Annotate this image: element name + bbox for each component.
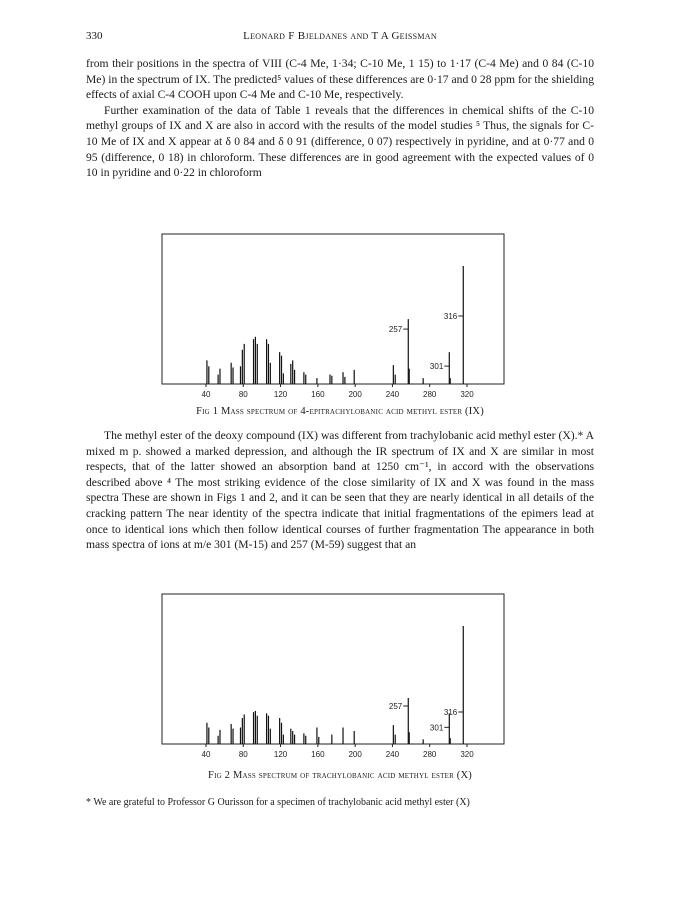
body-text-middle bbox=[86, 428, 594, 553]
x-tick-label: 120 bbox=[273, 750, 288, 759]
x-tick-label: 40 bbox=[201, 750, 211, 759]
x-tick-label: 240 bbox=[385, 750, 400, 759]
x-tick-label: 240 bbox=[385, 390, 400, 399]
x-tick-label: 320 bbox=[460, 390, 474, 399]
x-tick-label: 320 bbox=[460, 750, 474, 759]
plot-frame bbox=[162, 234, 504, 384]
figure-1-caption: Fig 1 Mass spectrum of 4-epitrachylobanic acid methyl ester (IX) bbox=[196, 406, 484, 417]
peak-label: 257 bbox=[388, 325, 403, 335]
running-head: Leonard F Bjeldanes and T A Geissman bbox=[243, 30, 437, 42]
paragraph: from their positions in the spectra of VIII (C-4 Me, 1·34; C-10 Me, 1 15) to 1·17 (C-4 Me) and 0 84 (C-10 Me) in the spectrum of IX. The predicted⁵ values of these differences are 0·17 and 0 28 ppm for the shielding effects of axial C-4 COOH upon C-4 Me and C-10 Me, respectively. bbox=[86, 57, 594, 102]
peak-label: 257 bbox=[388, 701, 403, 711]
figure-1 bbox=[160, 232, 506, 402]
mass-spectrum-chart bbox=[160, 232, 506, 402]
paragraph: Further examination of the data of Table 1 reveals that the differences in chemical shifts of the C-10 methyl groups of IX and X are also in accord with the results of the model studies ⁵ Thus, the signals for C-10 Me of IX and X appear at δ 0 84 and δ 0 91 (difference, 0 07) respectively in pyridine, and at 0·77 and 0 95 (difference, 0 18) in chloroform. These differences are in good agreement with the expected values of 0 10 in pyridine and 0·22 in chloroform bbox=[86, 103, 594, 180]
x-tick-label: 160 bbox=[311, 390, 325, 399]
figure-2 bbox=[160, 592, 506, 762]
peak-label: 301 bbox=[429, 362, 444, 372]
x-tick-label: 200 bbox=[348, 390, 362, 399]
peak-label: 316 bbox=[443, 708, 458, 717]
x-tick-label: 80 bbox=[238, 750, 248, 759]
x-tick-label: 160 bbox=[311, 750, 325, 759]
x-tick-label: 280 bbox=[423, 750, 437, 759]
peak-label: 316 bbox=[443, 312, 458, 321]
x-tick-label: 40 bbox=[201, 390, 211, 399]
figure-2-caption: Fig 2 Mass spectrum of trachylobanic acid methyl ester (X) bbox=[208, 770, 472, 781]
x-tick-label: 80 bbox=[238, 390, 248, 399]
page-header bbox=[86, 30, 594, 46]
peak-label: 301 bbox=[429, 723, 444, 733]
page-number: 330 bbox=[86, 30, 103, 42]
x-tick-label: 120 bbox=[273, 390, 288, 399]
mass-spectrum-chart bbox=[160, 592, 506, 762]
plot-frame bbox=[162, 594, 504, 744]
paragraph: The methyl ester of the deoxy compound (IX) was different from trachylobanic acid methyl ester (X).* A mixed m p. showed a marked depression, and although the IR spectrum of IX and X are similar in most respects, that of the latter showed an absorption band at 1250 cm⁻¹, in accord with the observations described above ⁴ The most striking evidence of the close similarity of IX and X was found in the mass spectra These are shown in Figs 1 and 2, and it can be seen that they are nearly identical in all details of the cracking pattern The near identity of the spectra indicate that initial fragmentations of the epimers lead at once to identical ions which then follow identical courses of further fragmentation The appearance in both mass spectra of ions at m/e 301 (M-15) and 257 (M-59) suggest that an bbox=[86, 429, 594, 552]
body-text-top bbox=[86, 56, 594, 181]
footnote: * We are grateful to Professor G Ourisson for a specimen of trachylobanic acid methyl ester (X) bbox=[86, 797, 470, 808]
x-tick-label: 280 bbox=[423, 390, 437, 399]
x-tick-label: 200 bbox=[348, 750, 362, 759]
